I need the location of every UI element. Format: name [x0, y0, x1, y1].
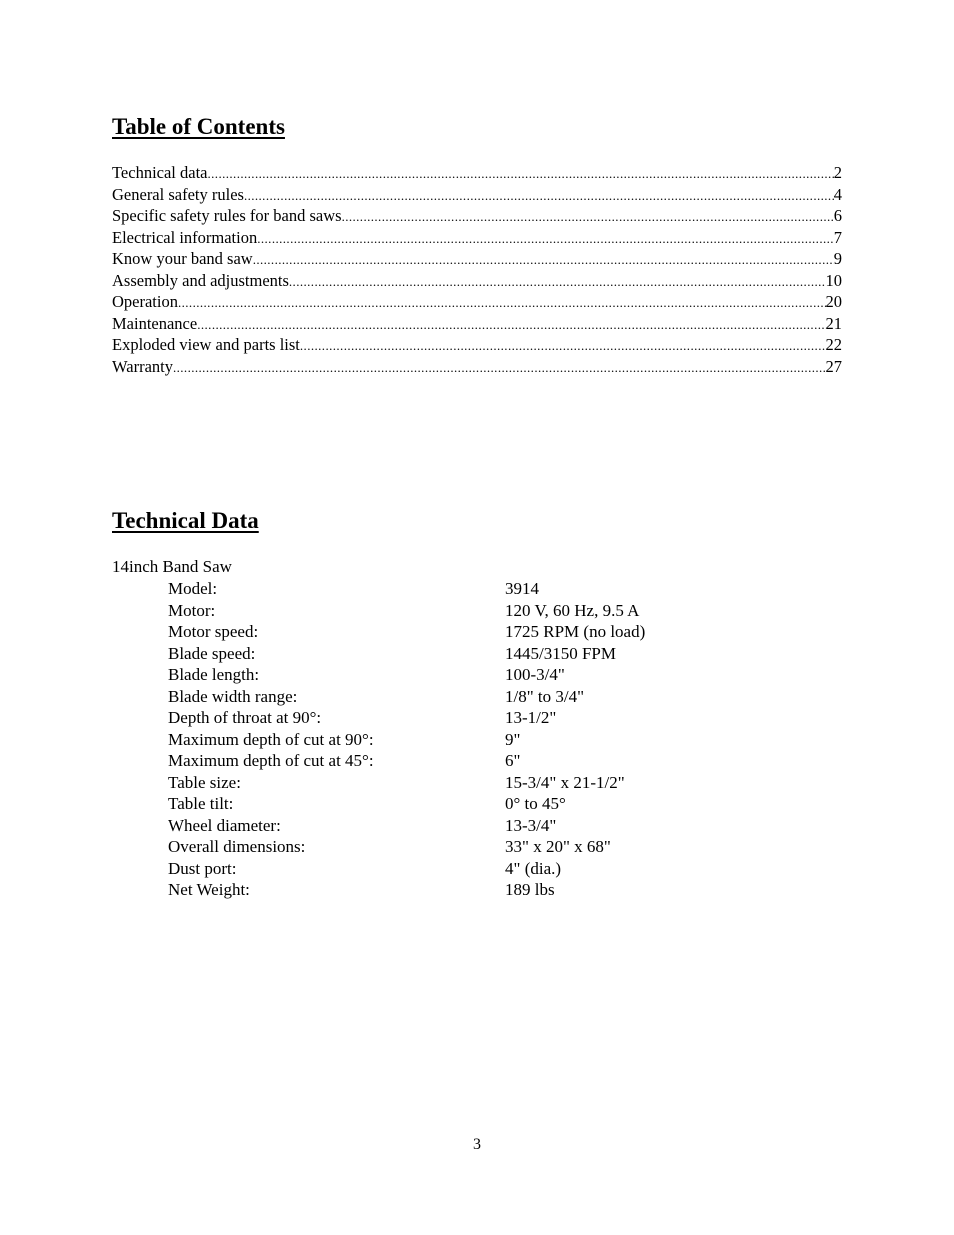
spec-label: Dust port:	[168, 858, 237, 878]
toc-entry-page: 20	[825, 292, 842, 311]
toc-entry-page: 27	[825, 356, 842, 376]
spec-label: Blade width range:	[168, 686, 298, 706]
spec-value: 33" x 20" x 68"	[505, 837, 611, 856]
toc-entry-title: Exploded view and parts list	[112, 335, 300, 354]
toc-entry-title: Warranty	[112, 356, 173, 376]
toc-entry-title: Operation	[112, 292, 178, 311]
spec-value: 15-3/4" x 21-1/2"	[505, 772, 625, 792]
spec-row	[168, 793, 728, 815]
toc-leader-dots	[257, 228, 834, 249]
spec-row	[168, 664, 728, 686]
spec-row	[168, 600, 728, 622]
spec-label: Blade speed:	[168, 643, 256, 663]
toc-entry-title: Electrical information	[112, 227, 258, 247]
spec-value: 4" (dia.)	[505, 858, 562, 878]
spec-row	[168, 643, 728, 665]
toc-list	[112, 162, 842, 377]
spec-label: Depth of throat at 90°:	[168, 708, 322, 727]
spec-row	[168, 815, 728, 837]
toc-entry-title: Know your band saw	[112, 249, 253, 268]
toc-entry	[112, 270, 842, 292]
spec-row	[168, 772, 728, 794]
toc-entry	[112, 334, 842, 356]
page-number: 3	[473, 1136, 481, 1153]
toc-entry-title: General safety rules	[112, 184, 244, 204]
toc-leader-dots	[300, 335, 826, 356]
spec-label: Motor speed:	[168, 622, 259, 641]
spec-value: 1725 RPM (no load)	[505, 622, 646, 641]
toc-entry	[112, 184, 842, 206]
spec-value: 0° to 45°	[505, 794, 566, 813]
toc-entry-page: 7	[833, 227, 842, 247]
spec-row	[168, 686, 728, 708]
toc-leader-dots	[197, 314, 825, 335]
spec-row	[168, 578, 728, 600]
spec-row	[168, 621, 728, 643]
spec-row	[168, 879, 728, 901]
product-name: 14inch Band Saw	[112, 557, 232, 576]
toc-leader-dots	[178, 292, 826, 313]
toc-entry	[112, 205, 842, 227]
toc-entry-page: 2	[833, 163, 842, 182]
toc-entry	[112, 313, 842, 335]
toc-entry-title: Specific safety rules for band saws	[112, 206, 342, 225]
toc-entry	[112, 162, 842, 184]
spec-row	[168, 707, 728, 729]
spec-label: Table size:	[168, 772, 241, 792]
spec-value: 6"	[505, 751, 521, 770]
toc-entry	[112, 227, 842, 249]
spec-value: 189 lbs	[505, 880, 555, 899]
spec-label: Motor:	[168, 600, 216, 620]
spec-row	[168, 750, 728, 772]
spec-label: Overall dimensions:	[168, 837, 306, 856]
spec-label: Maximum depth of cut at 90°:	[168, 729, 374, 749]
toc-heading: Table of Contents	[112, 114, 285, 139]
toc-entry-title: Technical data	[112, 163, 208, 182]
spec-value: 13-3/4"	[505, 815, 557, 835]
toc-entry-page: 10	[825, 270, 842, 290]
spec-value: 1445/3150 FPM	[505, 643, 616, 663]
spec-value: 1/8" to 3/4"	[505, 686, 585, 706]
toc-entry-page: 6	[833, 206, 842, 225]
spec-label: Net Weight:	[168, 880, 250, 899]
spec-value: 120 V, 60 Hz, 9.5 A	[505, 600, 640, 620]
toc-leader-dots	[342, 206, 834, 227]
spec-label: Blade length:	[168, 665, 260, 684]
toc-leader-dots	[253, 249, 834, 270]
spec-row	[168, 729, 728, 751]
spec-table	[168, 578, 728, 901]
toc-entry	[112, 291, 842, 313]
spec-row	[168, 858, 728, 880]
toc-leader-dots	[244, 185, 834, 206]
toc-leader-dots	[173, 357, 826, 378]
toc-entry-page: 22	[825, 335, 842, 354]
toc-entry-title: Maintenance	[112, 313, 198, 333]
toc-entry-page: 21	[825, 313, 842, 333]
spec-value: 100-3/4"	[505, 665, 565, 684]
toc-leader-dots	[208, 163, 834, 184]
spec-value: 3914	[505, 579, 539, 598]
toc-entry-page: 9	[833, 249, 842, 268]
spec-value: 9"	[505, 729, 521, 749]
toc-leader-dots	[289, 271, 826, 292]
spec-label: Wheel diameter:	[168, 815, 281, 835]
toc-entry	[112, 356, 842, 378]
spec-label: Maximum depth of cut at 45°:	[168, 751, 374, 770]
spec-label: Table tilt:	[168, 794, 234, 813]
spec-label: Model:	[168, 579, 218, 598]
spec-value: 13-1/2"	[505, 708, 557, 727]
toc-entry	[112, 248, 842, 270]
toc-entry-title: Assembly and adjustments	[112, 270, 289, 290]
toc-entry-page: 4	[833, 184, 842, 204]
spec-row	[168, 836, 728, 858]
technical-data-heading: Technical Data	[112, 508, 259, 533]
